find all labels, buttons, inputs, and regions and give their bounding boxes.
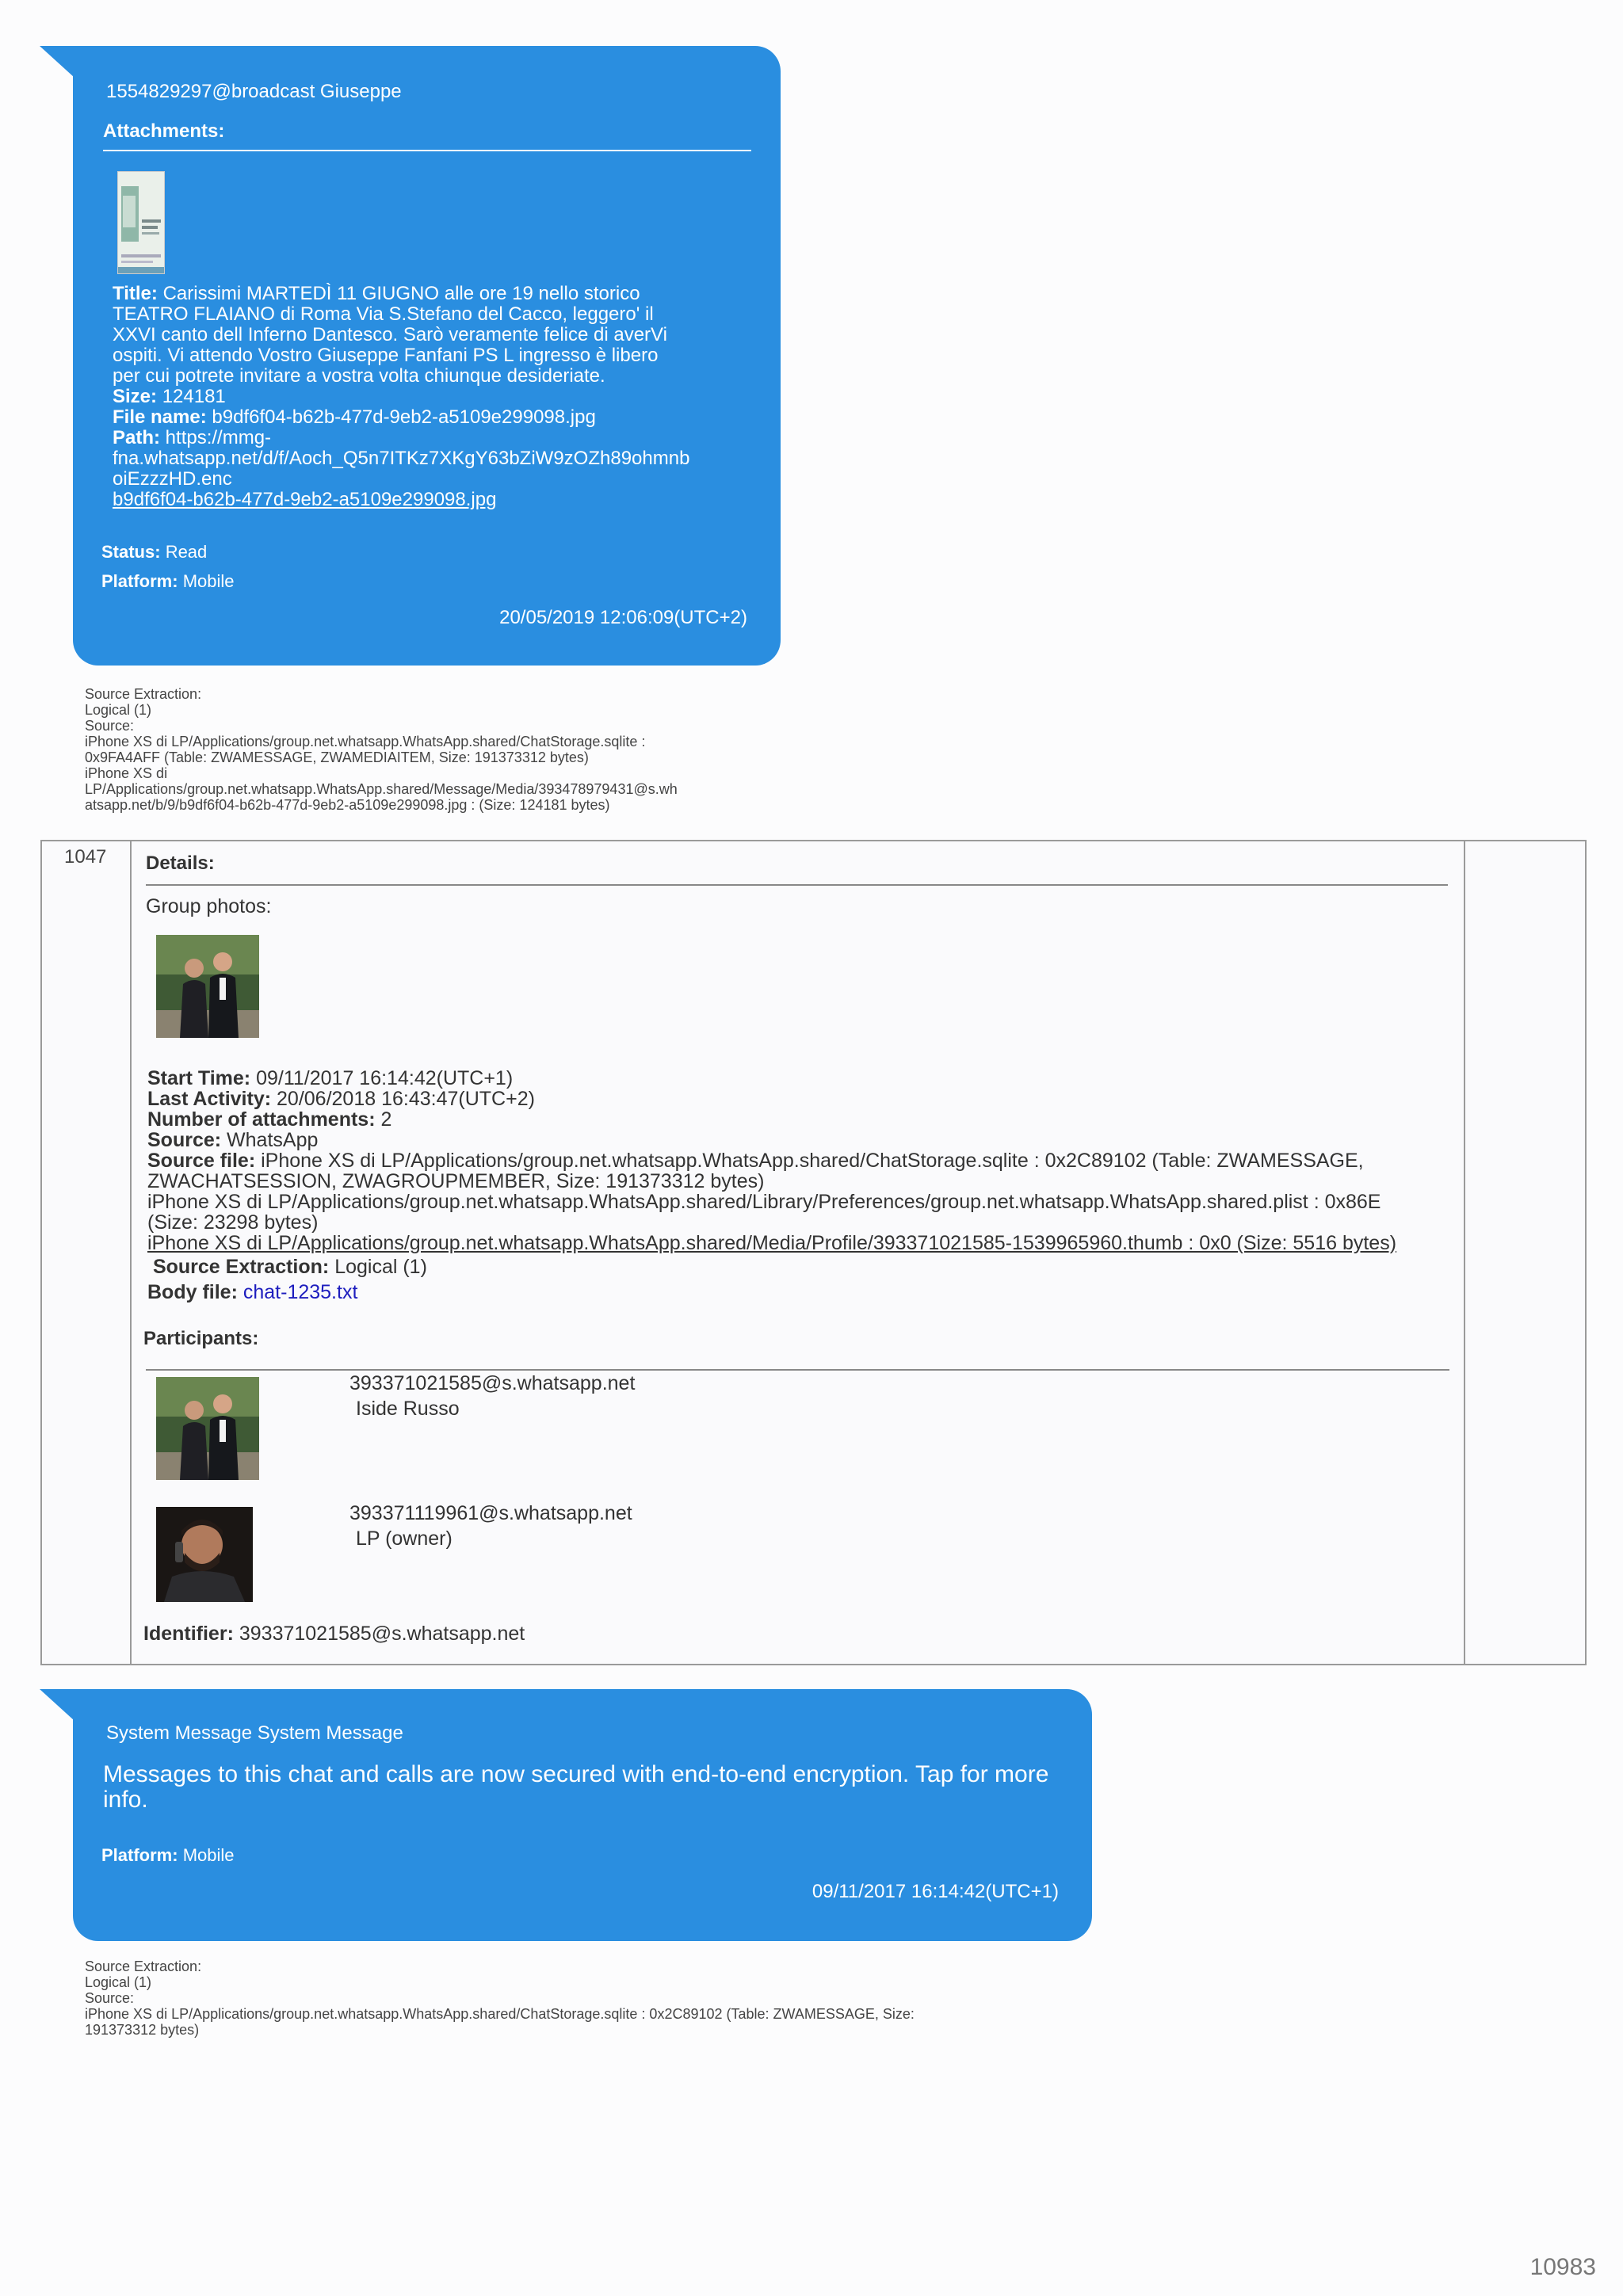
file-name-value: b9df6f04-b62b-477d-9eb2-a5109e299098.jpg (212, 406, 596, 428)
source-file-line: (Size: 23298 bytes) (147, 1211, 319, 1234)
status-label: Status: (101, 542, 161, 562)
participants-divider (146, 1369, 1449, 1371)
participant-id: 393371021585@s.whatsapp.net (349, 1372, 636, 1394)
title-line: per cui potrete invitare a vostra volta chiunque desideriate. (113, 365, 605, 387)
attachments-heading: Attachments: (103, 120, 225, 142)
participant-id: 393371119961@s.whatsapp.net (349, 1502, 632, 1524)
source-line: iPhone XS di LP/Applications/group.net.whatsapp.WhatsApp.shared/ChatStorage.sqlite : (85, 734, 646, 749)
source-line: Source: (85, 718, 135, 734)
title-line: ospiti. Vi attendo Vostro Giuseppe Fanfani PS L ingresso è libero (113, 345, 659, 366)
path-line: fna.whatsapp.net/d/f/Aoch_Q5n7ITKz7XKgY63bZiW9zOZh89ohmnb (113, 448, 690, 469)
start-time-value: 09/11/2017 16:14:42(UTC+1) (256, 1067, 514, 1089)
details-divider (146, 884, 1448, 886)
avatar-photo-icon (156, 1377, 259, 1480)
poster-image-icon (118, 172, 164, 273)
path-label: Path: (113, 427, 160, 448)
source-line: Logical (1) (85, 1974, 152, 1990)
attachment-link[interactable]: b9df6f04-b62b-477d-9eb2-a5109e299098.jpg (113, 489, 497, 510)
sender-name: 1554829297@broadcast Giuseppe (106, 81, 402, 102)
source-line: Source Extraction: (85, 686, 202, 702)
source-line: Logical (1) (85, 702, 152, 718)
size-value: 124181 (162, 386, 226, 407)
heading-divider (103, 150, 751, 151)
title-line: Carissimi MARTEDÌ 11 GIUGNO alle ore 19 nello storico (162, 283, 640, 304)
bubble-tail (40, 1689, 74, 1721)
source-line: iPhone XS di (85, 765, 168, 781)
attachment-thumbnail[interactable] (117, 171, 165, 274)
source-value: WhatsApp (227, 1129, 319, 1151)
source-line: 0x9FA4AFF (Table: ZWAMESSAGE, ZWAMEDIAITEM, Size: 191373312 bytes) (85, 749, 589, 765)
avatar-photo-icon (156, 1507, 253, 1602)
record-details (147, 1068, 1396, 1302)
source-file-label: Source file: (147, 1150, 256, 1172)
last-activity-label: Last Activity: (147, 1088, 272, 1110)
source-extraction-value: Logical (1) (334, 1256, 427, 1278)
size-label: Size: (113, 386, 158, 407)
source-file-line: ZWACHATSESSION, ZWAGROUPMEMBER, Size: 191373312 bytes) (147, 1170, 765, 1192)
record-number: 1047 (64, 846, 107, 868)
identifier-value: 393371021585@s.whatsapp.net (239, 1623, 525, 1645)
sender-name: System Message System Message (106, 1722, 403, 1744)
participant-avatar[interactable] (156, 1507, 253, 1602)
message-timestamp: 20/05/2019 12:06:09(UTC+2) (499, 607, 747, 628)
column-divider (130, 841, 132, 1664)
source-line: iPhone XS di LP/Applications/group.net.whatsapp.WhatsApp.shared/ChatStorage.sqlite : 0x2C89102 (Table: ZWAMESSAGE, Size: (85, 2006, 915, 2022)
title-label: Title: (113, 283, 158, 304)
source-extraction-label: Source Extraction: (152, 1256, 330, 1278)
participant-name: Iside Russo (356, 1398, 460, 1420)
participant-info (349, 1371, 635, 1421)
source-line: Source Extraction: (85, 1958, 202, 1974)
source-info (85, 686, 678, 813)
participant-info (349, 1501, 632, 1551)
source-file-line: iPhone XS di LP/Applications/group.net.whatsapp.WhatsApp.shared/ChatStorage.sqlite : 0x2C89102 (Table: ZWAMESSAGE, (261, 1150, 1364, 1172)
column-divider (1464, 841, 1465, 1664)
body-file-label: Body file: (147, 1281, 238, 1303)
path-line: oiEzzzHD.enc (113, 468, 232, 490)
identifier-line (143, 1623, 525, 1646)
message-body: Messages to this chat and calls are now secured with end-to-end encryption. Tap for more info. (103, 1761, 1049, 1813)
attachment-details (113, 284, 762, 510)
message-timestamp: 09/11/2017 16:14:42(UTC+1) (812, 1881, 1059, 1902)
last-activity-value: 20/06/2018 16:43:47(UTC+2) (277, 1088, 535, 1110)
path-line: https://mmg- (165, 427, 272, 448)
platform-label: Platform: (101, 571, 178, 591)
platform-value: Mobile (182, 571, 235, 591)
participant-name: LP (owner) (356, 1527, 453, 1550)
bubble-tail (40, 46, 74, 78)
platform-label: Platform: (101, 1845, 178, 1865)
file-name-label: File name: (113, 406, 207, 428)
attachments-count-value: 2 (380, 1108, 392, 1131)
source-file-line: iPhone XS di LP/Applications/group.net.whatsapp.WhatsApp.shared/Media/Profile/393371021585-1539965960.thumb : 0x0 (Size: 5516 bytes) (147, 1232, 1397, 1254)
source-line: LP/Applications/group.net.whatsapp.WhatsApp.shared/Message/Media/393478979431@s.wh (85, 781, 678, 797)
source-line: Source: (85, 1990, 135, 2006)
details-heading: Details: (146, 852, 215, 874)
page-number: 10983 (1529, 2254, 1596, 2280)
group-photos-label: Group photos: (146, 895, 272, 917)
identifier-label: Identifier: (143, 1623, 234, 1645)
title-line: TEATRO FLAIANO di Roma Via S.Stefano del Cacco, leggero' il (113, 303, 654, 325)
start-time-label: Start Time: (147, 1067, 251, 1089)
platform-value: Mobile (182, 1845, 235, 1865)
source-line: atsapp.net/b/9/b9df6f04-b62b-477d-9eb2-a5109e299098.jpg : (Size: 124181 bytes) (85, 797, 610, 813)
source-label: Source: (147, 1129, 222, 1151)
attachments-count-label: Number of attachments: (147, 1108, 376, 1131)
message-bubble (73, 1689, 1092, 1941)
source-info (85, 1958, 915, 2038)
group-photo-icon (156, 935, 259, 1038)
platform-line (101, 1845, 235, 1866)
title-line: XXVI canto dell Inferno Dantesco. Sarò veramente felice di averVi (113, 324, 667, 345)
status-line (101, 542, 207, 563)
status-value: Read (165, 542, 208, 562)
platform-line (101, 571, 235, 592)
body-file-link[interactable]: chat-1235.txt (242, 1281, 358, 1303)
record-table-row (40, 840, 1587, 1665)
source-file-line: iPhone XS di LP/Applications/group.net.whatsapp.WhatsApp.shared/Library/Preferences/group.net.whatsapp.WhatsApp.shared.plist : 0x86E (147, 1191, 1381, 1213)
participant-avatar[interactable] (156, 1377, 259, 1480)
source-line: 191373312 bytes) (85, 2022, 200, 2038)
message-bubble (73, 46, 781, 666)
participants-heading: Participants: (143, 1328, 259, 1349)
group-photo[interactable] (156, 935, 259, 1038)
